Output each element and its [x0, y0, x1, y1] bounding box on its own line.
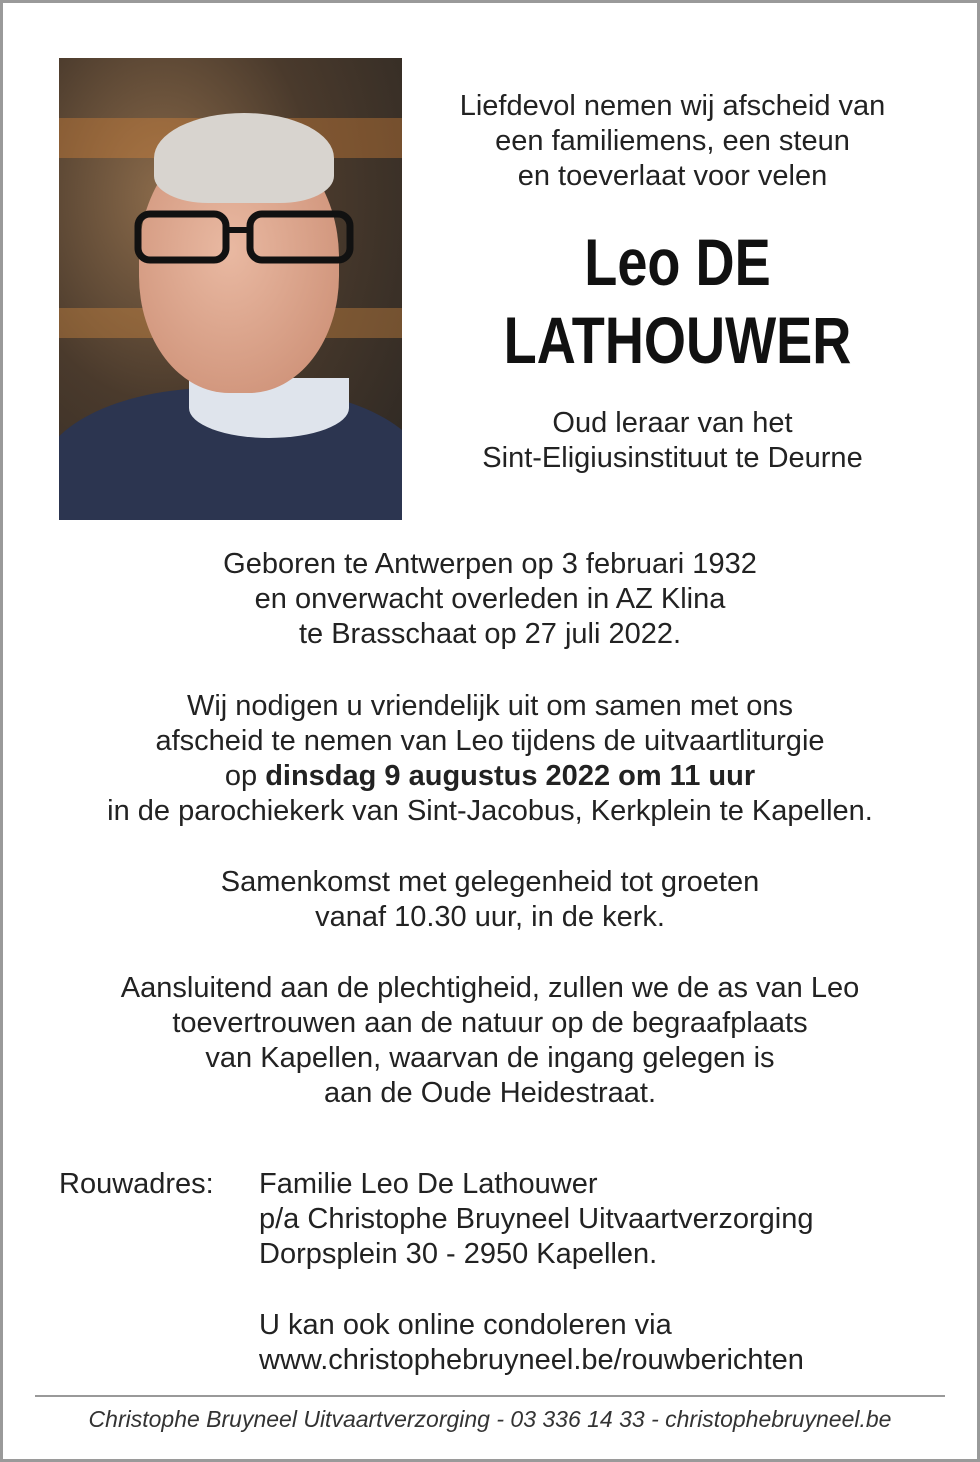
address-line: Dorpsplein 30 - 2950 Kapellen.	[259, 1238, 658, 1270]
address-line: Familie Leo De Lathouwer	[259, 1168, 598, 1200]
intro-line: een familiemens, een steun	[495, 125, 850, 157]
invite-prefix: op	[224, 760, 266, 792]
invite-line: Wij nodigen u vriendelijk uit om samen met ons	[186, 690, 794, 722]
intro-line: en toeverlaat voor velen	[517, 160, 828, 192]
birth-line: te Brasschaat op 27 juli 2022.	[298, 618, 682, 650]
gathering-line: vanaf 10.30 uur, in de kerk.	[315, 901, 665, 933]
portrait-photo	[59, 58, 402, 520]
role-line: Oud leraar van het	[552, 407, 793, 439]
birth-line: en onverwacht overleden in AZ Klina	[254, 583, 726, 615]
ceremony-date: dinsdag 9 augustus 2022 om 11 uur	[265, 760, 756, 792]
ashes-line: toevertrouwen aan de natuur op de begraafplaats	[172, 1007, 808, 1039]
address-line: p/a Christophe Bruyneel Uitvaartverzorging	[259, 1203, 814, 1235]
ashes-line: Aansluitend aan de plechtigheid, zullen we de as van Leo	[120, 972, 860, 1004]
condolence-link[interactable]: www.christophebruyneel.be/rouwberichten	[259, 1344, 804, 1376]
deceased-name: Leo DE	[584, 225, 771, 299]
intro-line: Liefdevol nemen wij afscheid van	[459, 90, 886, 122]
gathering-line: Samenkomst met gelegenheid tot groeten	[220, 866, 760, 898]
ashes-line: van Kapellen, waarvan de ingang gelegen is	[205, 1042, 775, 1074]
birth-line: Geboren te Antwerpen op 3 februari 1932	[223, 548, 757, 580]
ashes-line: aan de Oude Heidestraat.	[323, 1077, 657, 1109]
footer-text: Christophe Bruyneel Uitvaartverzorging - 03 336 14 33 - christophebruyneel.be	[88, 1406, 892, 1432]
footer-divider	[35, 1395, 945, 1397]
invite-line: afscheid te nemen van Leo tijdens de uitvaartliturgie	[155, 725, 825, 757]
deceased-surname: LATHOUWER	[503, 303, 852, 377]
role-line: Sint-Eligiusinstituut te Deurne	[482, 442, 863, 474]
invite-line: in de parochiekerk van Sint-Jacobus, Kerkplein te Kapellen.	[107, 795, 873, 827]
online-text: U kan ook online condoleren via	[259, 1309, 672, 1341]
invite-date-line	[0, 759, 980, 794]
address-label: Rouwadres:	[59, 1168, 214, 1200]
